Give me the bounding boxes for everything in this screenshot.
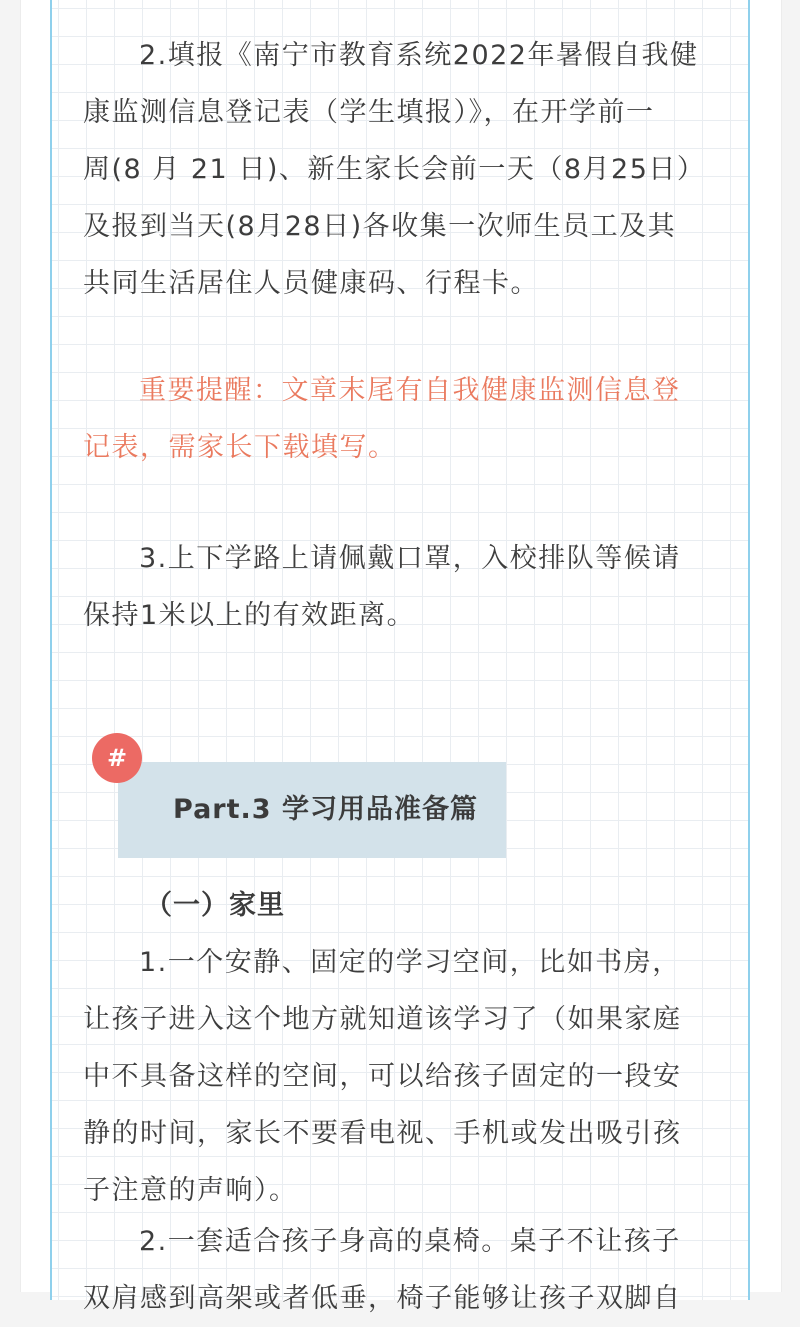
- text-line: 康监测信息登记表（学生填报）》，在开学前一: [83, 97, 655, 128]
- text-line: 共同生活居住人员健康码、行程卡。: [83, 268, 539, 299]
- text-line: 周(8 月 21 日)、新生家长会前一天（8月25日）: [83, 154, 706, 185]
- text-line: 及报到当天(8月28日)各收集一次师生员工及其: [83, 211, 677, 242]
- text-line: 1.一个安静、固定的学习空间，比如书房，: [139, 947, 681, 978]
- text-line: 2.一套适合孩子身高的桌椅。桌子不让孩子: [139, 1226, 681, 1257]
- paragraph-mask-distance: [83, 530, 723, 644]
- text-line: 中不具备这样的空间，可以给孩子固定的一段安: [83, 1061, 682, 1092]
- text-line: 让孩子进入这个地方就知道该学习了（如果家庭: [83, 1004, 682, 1035]
- text-line: 记表，需家长下载填写。: [83, 432, 397, 463]
- text-line: 2.填报《南宁市教育系统2022年暑假自我健: [139, 40, 699, 71]
- item-study-space: [83, 934, 723, 1219]
- item-desk-chair: [83, 1213, 723, 1327]
- subsection-heading: （一）家里: [145, 890, 285, 921]
- paragraph-health-form: [83, 27, 723, 312]
- section-title-box: [118, 762, 506, 858]
- text-line: 静的时间，家长不要看电视、手机或发出吸引孩: [83, 1118, 682, 1149]
- section-title: Part.3 学习用品准备篇: [173, 794, 478, 825]
- text-line: 子注意的声响）。: [83, 1175, 298, 1206]
- hash-badge-icon: #: [92, 733, 142, 783]
- text-line: 双肩感到高架或者低垂，椅子能够让孩子双脚自: [83, 1283, 682, 1314]
- text-line: 3.上下学路上请佩戴口罩，入校排队等候请: [139, 543, 681, 574]
- text-line: 重要提醒：文章末尾有自我健康监测信息登: [139, 375, 681, 406]
- text-line: 保持1米以上的有效距离。: [83, 600, 416, 631]
- important-reminder: [83, 362, 723, 476]
